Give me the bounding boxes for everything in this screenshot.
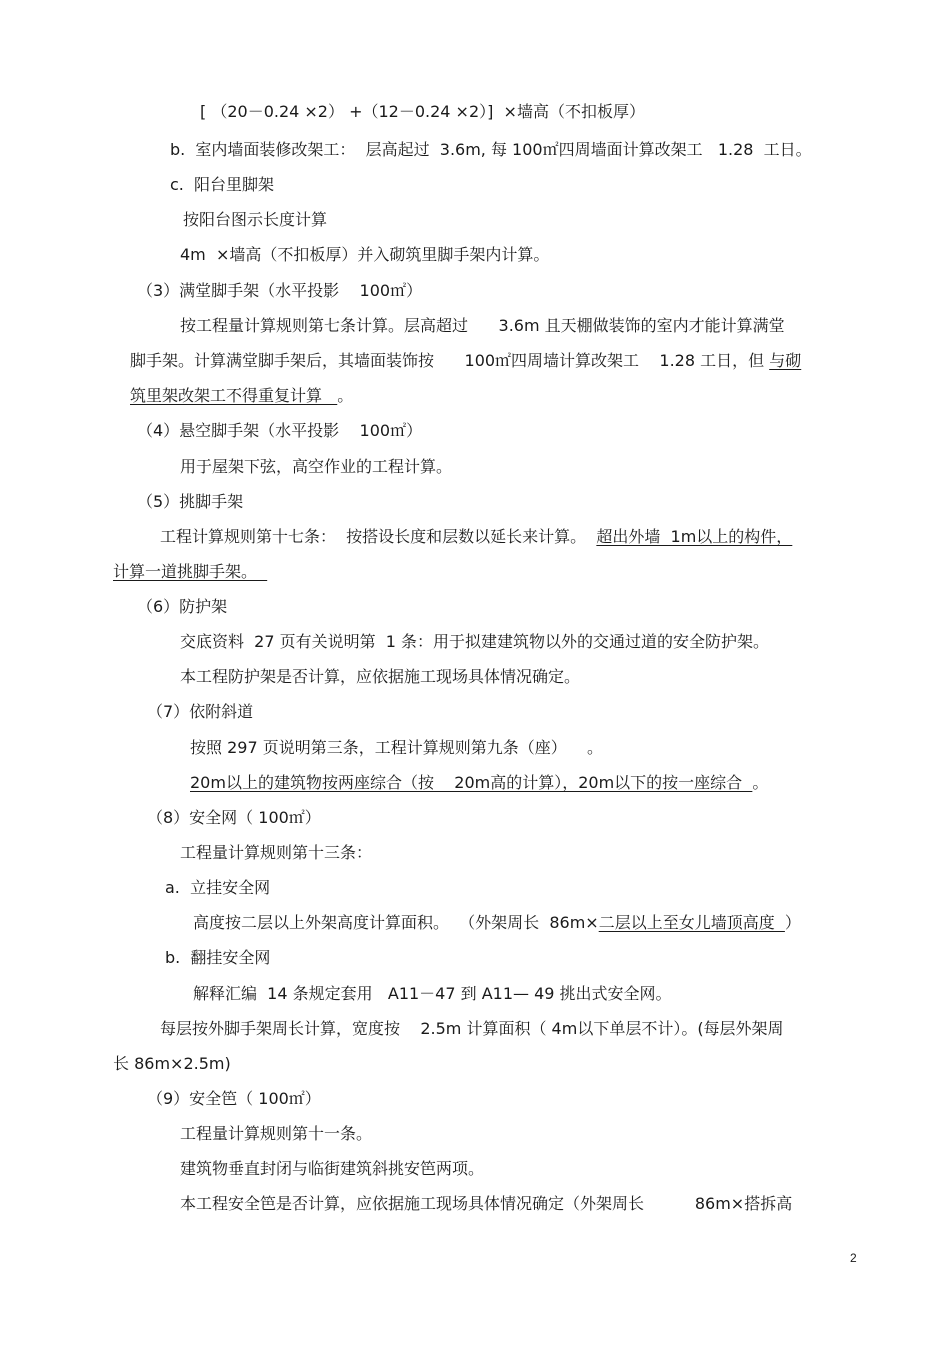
section-heading-9: （9）安全笆（ 100㎡） <box>147 1089 321 1108</box>
text-line-3: c. 阳台里脚架 <box>170 175 275 194</box>
underlined-note: 计算一道挑脚手架。 <box>113 562 268 581</box>
section-heading-7: （7）依附斜道 <box>147 702 254 721</box>
section-heading-4: （4）悬空脚手架（水平投影 100㎡） <box>137 421 423 440</box>
text-line-16: 交底资料 27 页有关说明第 1 条：用于拟建建筑物以外的交通过道的安全防护架。 <box>180 632 770 651</box>
text-line-8: 脚手架。计算满堂脚手架后，其墙面装饰按 100㎡四周墙计算改架工 1.28 工日，但 与砌 <box>130 351 802 370</box>
text-line-11: 用于屋架下弦，高空作业的工程计算。 <box>180 457 453 476</box>
underlined-note: 二层以上至女儿墙顶高度 <box>598 913 785 932</box>
text-line-13: 工程计算规则第十七条： 按搭设长度和层数以延长来计算。 超出外墙 1m以上的构件， <box>160 527 793 546</box>
underlined-note: 与砌 <box>769 351 802 370</box>
text-line-14 <box>113 562 267 582</box>
text-line-19: 按照 297 页说明第三条，工程计算规则第九条（座） 。 <box>190 738 604 757</box>
section-heading-6: （6）防护架 <box>137 597 228 616</box>
underlined-note: 超出外墙 1m以上的构件， <box>596 527 793 546</box>
text-line-26: 解释汇编 14 条规定套用 A11－47 到 A11— 49 挑出式安全网。 <box>193 984 672 1003</box>
text-line-17: 本工程防护架是否计算，应依据施工现场具体情况确定。 <box>180 667 581 686</box>
text-line-23: a. 立挂安全网 <box>165 878 271 897</box>
section-heading-5: （5）挑脚手架 <box>137 492 244 511</box>
text-line-1: [ （20－0.24 ×2） +（12－0.24 ×2）] ×墙高（不扣板厚） <box>200 102 645 121</box>
text-line-9: 筑里架改架工不得重复计算 。 <box>130 386 354 405</box>
underlined-note: 20m以上的建筑物按两座综合（按 20m高的计算），20m以下的按一座综合 <box>190 773 753 792</box>
section-heading-8: （8）安全网（ 100㎡） <box>147 808 321 827</box>
text-line-2: b. 室内墙面装修改架工： 层高起过 3.6m, 每 100㎡四周墙面计算改架工 1.28 工日。 <box>170 140 812 159</box>
text-line-30: 工程量计算规则第十一条。 <box>180 1124 373 1143</box>
section-heading-3: （3）满堂脚手架（水平投影 100㎡） <box>137 281 423 300</box>
page-number: 2 <box>850 1251 857 1265</box>
text-line-31: 建筑物垂直封闭与临街建筑斜挑安笆两项。 <box>180 1159 485 1178</box>
text-line-25: b. 翻挂安全网 <box>165 948 271 967</box>
text-line-24: 高度按二层以上外架高度计算面积。 （外架周长 86m×二层以上至女儿墙顶高度 ） <box>193 913 801 932</box>
text-line-28: 长 86m×2.5m) <box>113 1054 231 1073</box>
text-line-5: 4m ×墙高（不扣板厚）并入砌筑里脚手架内计算。 <box>180 245 550 264</box>
text-line-22: 工程量计算规则第十三条： <box>180 843 373 862</box>
text-line-27: 每层按外脚手架周长计算，宽度按 2.5m 计算面积（ 4m以下单层不计）。(每层外架周 <box>160 1019 784 1038</box>
text-line-32: 本工程安全笆是否计算，应依据施工现场具体情况确定（外架周长 86m×搭拆高 <box>180 1194 793 1213</box>
text-line-4: 按阳台图示长度计算 <box>183 210 328 229</box>
underlined-note: 筑里架改架工不得重复计算 <box>130 386 338 405</box>
text-line-7: 按工程量计算规则第七条计算。层高超过 3.6m 且天棚做装饰的室内才能计算满堂 <box>180 316 785 335</box>
text-line-20: 20m以上的建筑物按两座综合（按 20m高的计算），20m以下的按一座综合 。 <box>190 773 769 792</box>
